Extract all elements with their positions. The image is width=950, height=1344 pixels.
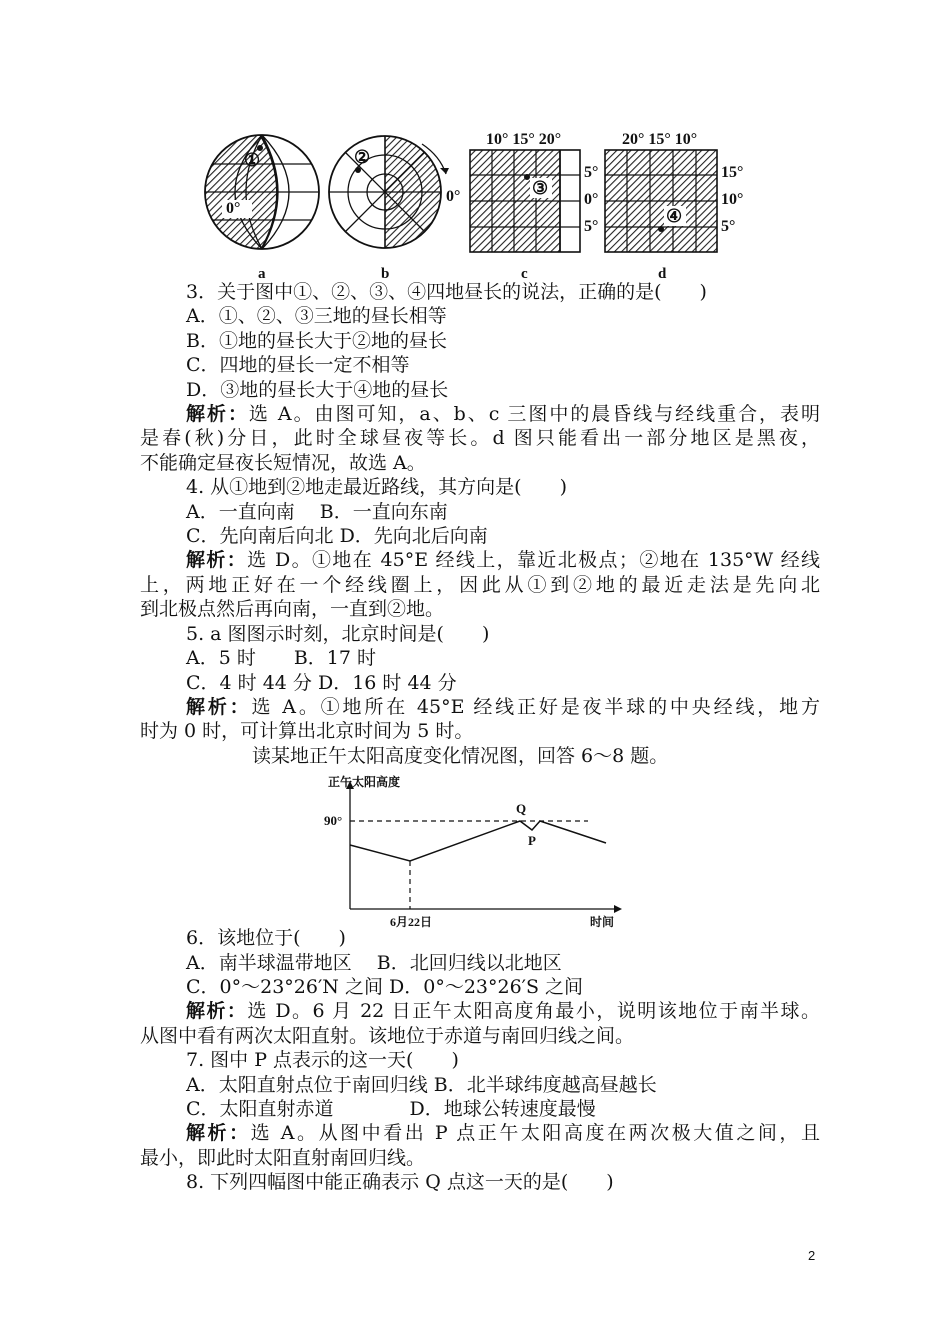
right-label-c-3: 5° <box>584 218 599 235</box>
q4-analysis-1 <box>140 548 820 572</box>
q5-options-cd: C．4 时 44 分 D．16 时 44 分 <box>186 671 457 694</box>
chart-x-marker: 6月22日 <box>390 915 433 929</box>
q3-stem: 3．关于图中①、②、③、④四地昼长的说法，正确的是( ) <box>186 281 707 303</box>
caption-b: b <box>381 266 390 282</box>
right-label-d-3: 5° <box>721 218 736 235</box>
figure-d <box>605 150 717 252</box>
document-body <box>140 280 820 1195</box>
q6-options-ab: A．南半球温带地区 B．北回归线以北地区 <box>186 951 562 974</box>
q5-stem: 5. a 图图示时刻，北京时间是( ) <box>186 622 490 645</box>
caption-d: d <box>658 266 667 282</box>
q7-analysis-label: 解析： <box>186 1122 251 1145</box>
q7-analysis-1 <box>140 1121 820 1145</box>
chart-svg <box>320 773 630 933</box>
label-zero-b: 0° <box>446 188 461 205</box>
q7-options-ab: A．太阳直射点位于南回归线 B．北半球纬度越高昼越长 <box>186 1073 657 1096</box>
read-instruction: 读某地正午太阳高度变化情况图，回答 6～8 题。 <box>252 744 669 767</box>
q5-analysis-label: 解析： <box>186 695 252 718</box>
top-labels-c: 10° 15° 20° <box>486 131 562 148</box>
mark-2: ② <box>354 147 371 167</box>
q3-option-d: D．③地的昼长大于④地的昼长 <box>186 378 449 401</box>
q6-analysis-2: 从图中看有两次太阳直射。该地位于赤道与南回归线之间。 <box>140 1024 635 1047</box>
page-number: 2 <box>808 1248 816 1263</box>
right-label-c-2: 0° <box>584 191 599 208</box>
q4-analysis-label: 解析： <box>186 549 248 572</box>
q4-options-cd: C．先向南后向北 D．先向北后向南 <box>186 525 488 548</box>
q7-analysis-2: 最小，即此时太阳直射南回归线。 <box>140 1146 426 1169</box>
chart-y-marker: 90° <box>324 813 343 828</box>
figure-c <box>470 150 580 252</box>
q6-analysis-label: 解析： <box>186 1000 248 1023</box>
sun-altitude-chart <box>320 773 630 933</box>
q4-options-ab: A．一直向南 B．一直向东南 <box>186 500 448 523</box>
q4-analysis-3: 到北极点然后再向南，一直到②地。 <box>140 598 445 621</box>
q3-analysis-1 <box>140 402 820 426</box>
q6-analysis-text-1: 选 D。6 月 22 日正午太阳高度角最小，说明该地位于南半球。 <box>247 1000 820 1023</box>
right-label-d-1: 15° <box>721 164 744 181</box>
q6-stem: 6．该地位于( ) <box>186 927 346 950</box>
label-zero-a: 0° <box>226 200 241 217</box>
altitude-line <box>350 821 606 861</box>
top-figures <box>200 128 760 288</box>
q4-analysis-text-1: 选 D。①地在 45°E 经线上，靠近北极点；②地在 135°W 经线 <box>247 549 820 572</box>
q4-stem: 4. 从①地到②地走最近路线，其方向是( ) <box>186 476 567 499</box>
q7-stem: 7. 图中 P 点表示的这一天( ) <box>186 1049 459 1072</box>
q7-options-cd: C．太阳直射赤道 D．地球公转速度最慢 <box>186 1097 596 1120</box>
right-label-d-2: 10° <box>721 191 744 208</box>
q3-option-a: A．①、②、③三地的昼长相等 <box>186 305 447 328</box>
chart-label-p: P <box>528 833 536 848</box>
top-labels-d: 20° 15° 10° <box>622 131 698 148</box>
q3-analysis-label: 解析： <box>186 403 249 426</box>
q3-analysis-3: 不能确定昼夜长短情况，故选 A。 <box>140 451 426 474</box>
figure-b <box>329 128 449 258</box>
mark-3: ③ <box>532 178 549 198</box>
mark-1: ① <box>244 150 261 170</box>
caption-a: a <box>258 266 266 282</box>
chart-ylabel: 正午太阳高度 <box>328 775 401 789</box>
q5-analysis-2: 时为 0 时，可计算出北京时间为 5 时。 <box>140 720 474 743</box>
q6-analysis-1 <box>140 999 820 1023</box>
q3-analysis-text-1: 选 A。由图可知，a、b、c 三图中的晨昏线与经线重合，表明 <box>248 403 820 426</box>
q4-analysis-2: 上，两地正好在一个经线圈上，因此从①到②地的最近走法是先向北 <box>140 573 820 596</box>
right-label-c-1: 5° <box>584 164 599 181</box>
x-axis-arrow <box>614 905 622 913</box>
figure-a <box>200 128 330 258</box>
q3-analysis-2: 是春(秋)分日，此时全球昼夜等长。d 图只能看出一部分地区是黑夜， <box>140 427 820 450</box>
q5-options-ab: A．5 时 B．17 时 <box>186 647 377 670</box>
caption-c: c <box>521 266 528 282</box>
q7-analysis-text-1: 选 A。从图中看出 P 点正午太阳高度在两次极大值之间，且 <box>250 1122 820 1145</box>
q8-stem: 8. 下列四幅图中能正确表示 Q 点这一天的是( ) <box>186 1171 614 1194</box>
mark-4: ④ <box>666 206 683 226</box>
q3-option-b: B．①地的昼长大于②地的昼长 <box>186 329 447 352</box>
q6-options-cd: C．0°～23°26′N 之间 D．0°～23°26′S 之间 <box>186 975 584 998</box>
q5-analysis-text-1: 选 A。①地所在 45°E 经线正好是夜半球的中央经线，地方 <box>251 695 820 718</box>
chart-xlabel: 时间 <box>590 915 615 929</box>
q3-option-c: C．四地的昼长一定不相等 <box>186 354 410 377</box>
q5-analysis-1 <box>140 695 820 719</box>
chart-label-q: Q <box>516 801 527 816</box>
